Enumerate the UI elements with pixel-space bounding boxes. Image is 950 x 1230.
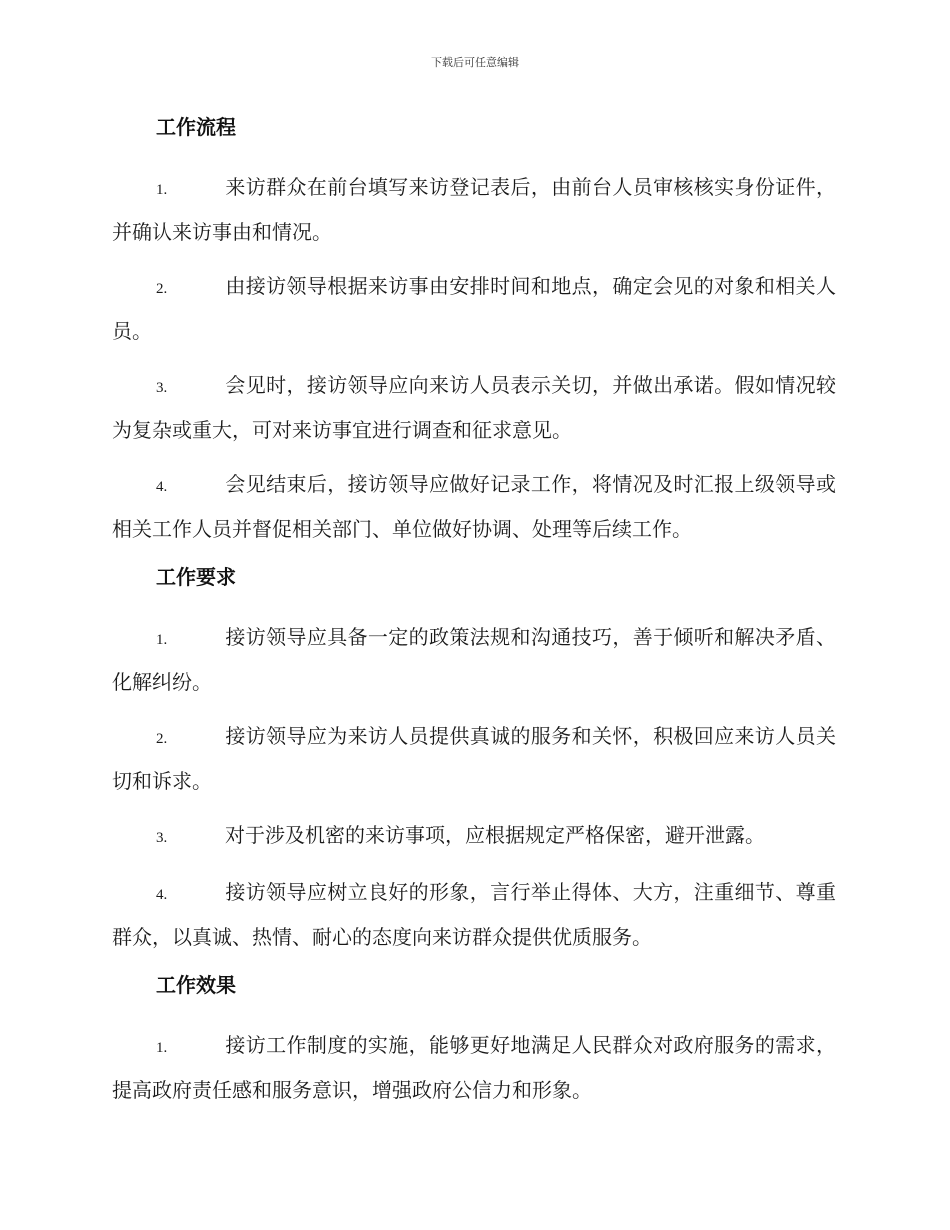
item-number: 2. — [156, 731, 168, 747]
item-text: 对于涉及机密的来访事项，应根据规定严格保密，避开泄露。 — [225, 823, 765, 847]
list-item — [112, 871, 836, 958]
item-number: 1. — [156, 182, 168, 198]
item-text: 接访领导应为来访人员提供真诚的服务和关怀，积极回应来访人员关切和诉求。 — [112, 724, 836, 793]
item-text: 会见结束后，接访领导应做好记录工作，将情况及时汇报上级领导或相关工作人员并督促相关部门、单位做好协调、处理等后续工作。 — [112, 472, 836, 541]
item-text: 来访群众在前台填写来访登记表后，由前台人员审核核实身份证件，并确认来访事由和情况。 — [112, 175, 836, 244]
item-number: 1. — [156, 632, 168, 648]
list-item — [112, 814, 836, 859]
list-item — [112, 364, 836, 451]
item-number: 4. — [156, 887, 168, 903]
document-body — [112, 112, 836, 1123]
page-header: 下载后可任意编辑 — [431, 56, 519, 69]
item-text: 接访工作制度的实施，能够更好地满足人民群众对政府服务的需求，提高政府责任感和服务意识，增强政府公信力和形象。 — [112, 1033, 836, 1102]
item-text: 由接访领导根据来访事由安排时间和地点，确定会见的对象和相关人员。 — [112, 274, 836, 343]
list-item — [112, 463, 836, 550]
item-number: 3. — [156, 830, 168, 846]
item-text: 接访领导应具备一定的政策法规和沟通技巧，善于倾听和解决矛盾、化解纠纷。 — [112, 625, 836, 694]
list-item — [112, 715, 836, 802]
section-title-requirements: 工作要求 — [156, 565, 236, 589]
item-number: 2. — [156, 281, 168, 297]
list-item — [112, 166, 836, 253]
item-number: 3. — [156, 380, 168, 396]
item-number: 4. — [156, 479, 168, 495]
item-text: 会见时，接访领导应向来访人员表示关切，并做出承诺。假如情况较为复杂或重大，可对来访事宜进行调查和征求意见。 — [112, 373, 836, 442]
list-item — [112, 1024, 836, 1111]
list-item — [112, 265, 836, 352]
list-item — [112, 616, 836, 703]
item-text: 接访领导应树立良好的形象，言行举止得体、大方，注重细节、尊重群众，以真诚、热情、耐心的态度向来访群众提供优质服务。 — [112, 880, 836, 949]
section-title-effects: 工作效果 — [156, 973, 236, 997]
item-number: 1. — [156, 1040, 168, 1056]
section-title-workflow: 工作流程 — [156, 115, 236, 139]
